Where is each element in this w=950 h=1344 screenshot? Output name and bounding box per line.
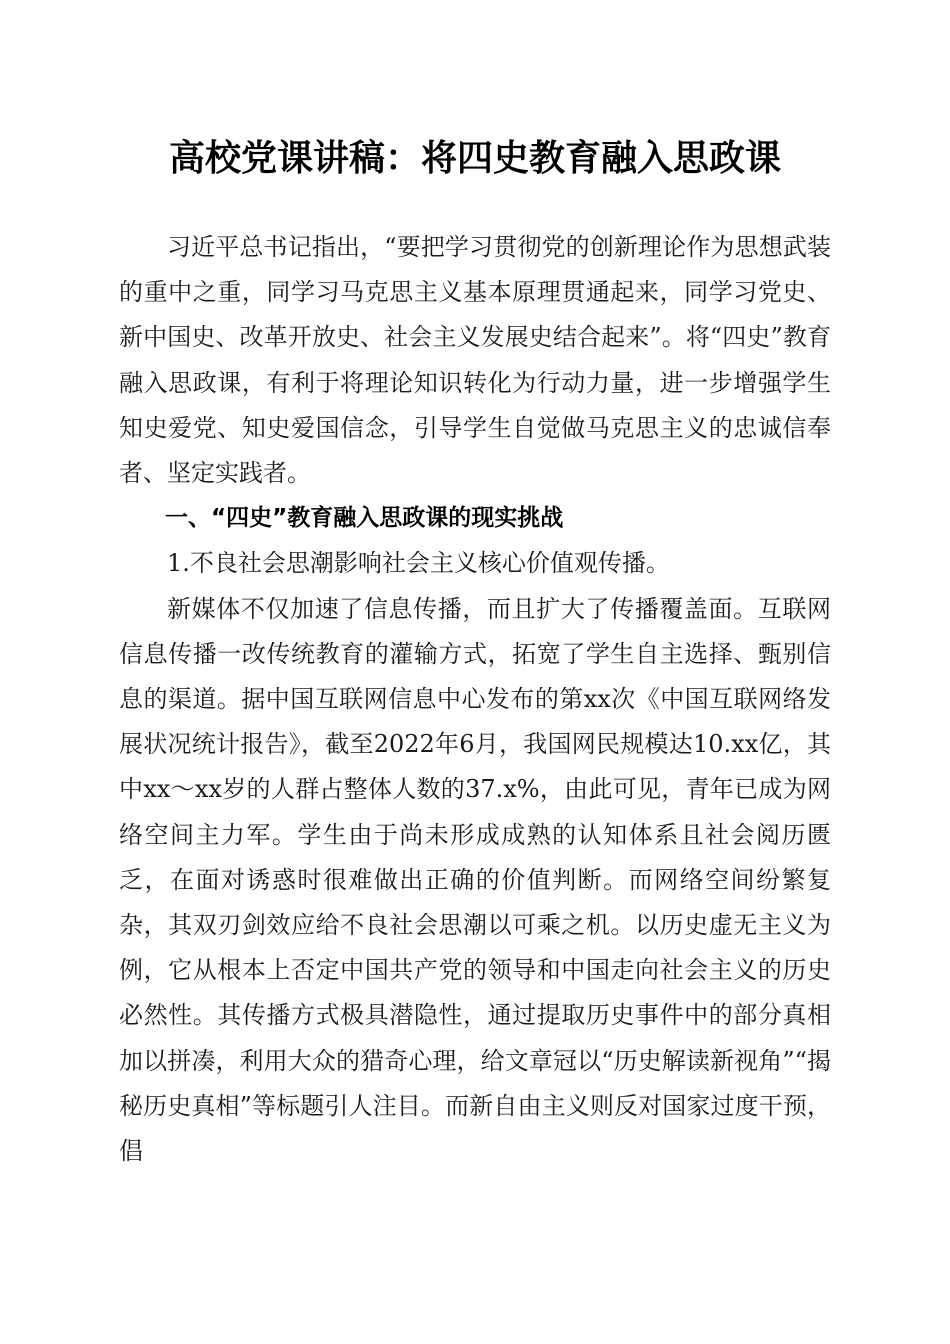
body-paragraph: 新媒体不仅加速了信息传播，而且扩大了传播覆盖面。互联网信息传播一改传统教育的灌输方式，拓宽了学生自主选择、甄别信息的渠道。据中国互联网信息中心发布的第xx次《中国互联网络发展状况统计报告》，截至2022年6月，我国网民规模达10.xx亿，其中xx～xx岁的人群占整体人数的37.x%，由此可见，青年已成为网络空间主力军。学生由于尚未形成成熟的认知体系且社会阅历匮乏，在面对诱惑时很难做出正确的价值判断。而网络空间纷繁复杂，其双刃剑效应给不良社会思潮以可乘之机。以历史虚无主义为例，它从根本上否定中国共产党的领导和中国走向社会主义的历史必然性。其传播方式极具潜隐性，通过提取历史事件中的部分真相加以拼凑，利用大众的猎奇心理，给文章冠以“历史解读新视角”“揭秘历史真相”等标题引人注目。而新自由主义则反对国家过度干预，倡 bbox=[119, 594, 831, 1166]
document-body bbox=[119, 225, 831, 1174]
document-title: 高校党课讲稿：将四史教育融入思政课 bbox=[168, 137, 781, 179]
intro-paragraph: 习近平总书记指出，“要把学习贯彻党的创新理论作为思想武装的重中之重，同学习马克思主义基本原理贯通起来，同学习党史、新中国史、改革开放史、社会主义发展史结合起来”。将“四史”教育融入思政课，有利于将理论知识转化为行动力量，进一步增强学生知史爱党、知史爱国信念，引导学生自觉做马克思主义的忠诚信奉者、坚定实践者。 bbox=[119, 233, 831, 488]
section-heading: 一、“四史”教育融入思政课的现实挑战 bbox=[165, 505, 564, 532]
subheading: 1.不良社会思潮影响社会主义核心价值观传播。 bbox=[167, 549, 670, 578]
